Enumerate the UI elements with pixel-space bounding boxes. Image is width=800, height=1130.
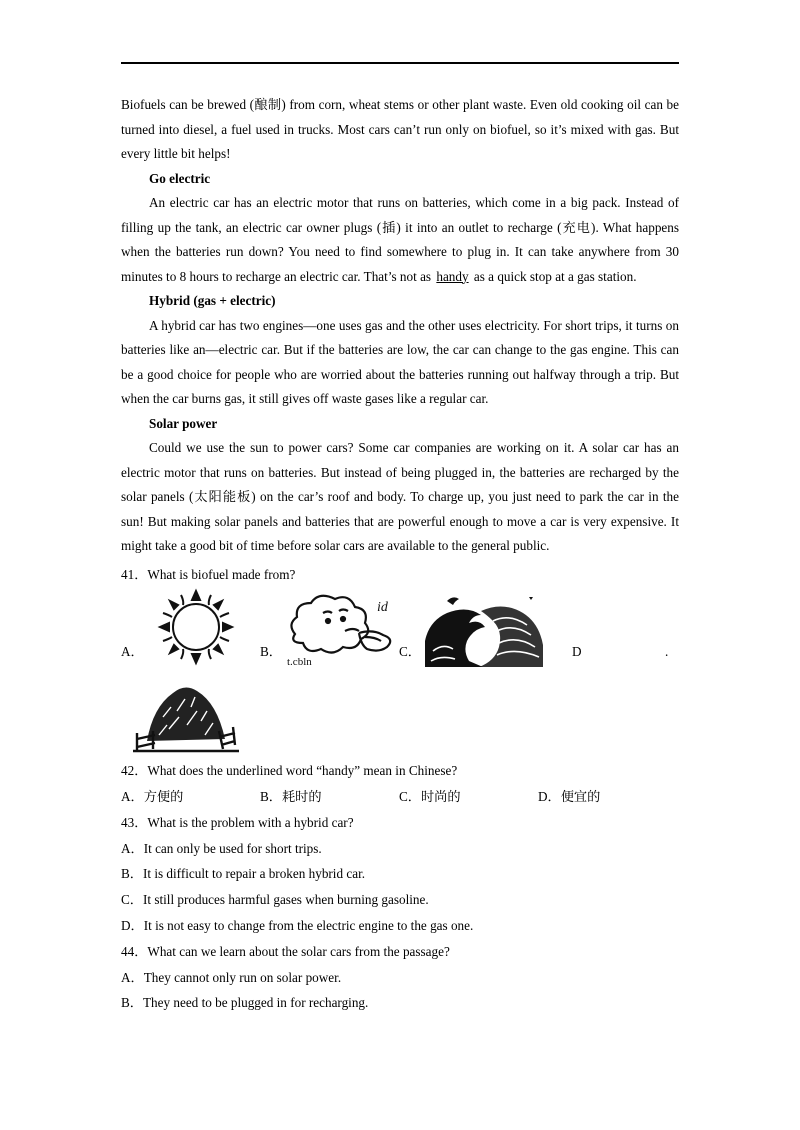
heading-solar-power: Solar power: [149, 415, 218, 431]
q42-option-a[interactable]: A．方便的: [121, 789, 184, 805]
q41-option-a-label[interactable]: A．: [121, 644, 144, 660]
paragraph-electric-part1: An electric car has an electric motor that runs on batteries, which come in a big pack. Instead of filling up the tank, an electric car owner plugs (插) it into an outlet to recharge (充电). What happens when the batteries run down? You need to find somewhere to plug in. It can take anywhere from 30 minutes to 8 hours to recharge an electric car. That’s not as: [121, 195, 679, 284]
paragraph-electric-part2: as a quick stop at a gas station.: [470, 268, 637, 284]
underlined-word-handy: handy: [436, 268, 469, 284]
q41-option-d-picture: [121, 677, 679, 753]
ocean-wave-icon: [423, 591, 547, 669]
q42-option-d[interactable]: D．便宜的: [538, 789, 601, 805]
wind-cloud-icon: [283, 589, 401, 669]
paragraph-hybrid: A hybrid car has two engines—one uses gas and the other uses electricity. For short trips, it turns on batteries like an—electric car. But if the batteries are low, the car can change to the gas engine. This can be a good choice for people who are worried about the batteries running out halfway through a trip. But when the car burns gas, it still gives off waste gases like a regular car.: [121, 317, 679, 406]
q42-option-b[interactable]: B．耗时的: [260, 789, 322, 805]
q44-option-a[interactable]: A．They cannot only run on solar power.: [121, 969, 342, 985]
top-rule: [121, 62, 679, 64]
q41-option-b-label[interactable]: B．: [260, 644, 282, 660]
q41-option-d-label[interactable]: D: [572, 644, 582, 660]
paragraph-biofuel: Biofuels can be brewed (酿制) from corn, wheat stems or other plant waste. Even old cooking oil can be turned into diesel, a fuel used in trucks. Most cars can’t run only on biofuel, so it’s mixed with gas. But every little bit helps!: [121, 97, 679, 161]
question-41: 41．What is biofuel made from?: [121, 566, 296, 582]
q43-option-a[interactable]: A．It can only be used for short trips.: [121, 840, 322, 856]
question-44: 44．What can we learn about the solar cars from the passage?: [121, 943, 450, 959]
sun-icon: [151, 587, 241, 667]
question-42: 42．What does the underlined word “handy” mean in Chinese?: [121, 763, 458, 779]
q42-option-c[interactable]: C．时尚的: [399, 789, 461, 805]
q41-picture-options: [121, 587, 679, 677]
paragraph-solar: Could we use the sun to power cars? Some car companies are working on it. A solar car has an electric motor that runs on batteries. But instead of being plugged in, the batteries are recharged by the solar panels (太阳能板) on the car’s roof and body. To charge up, you just need to park the car in the sun! But making solar panels and batteries that are powerful enough to move a car is very expensive. It might take a good bit of time before solar cars are available to the general public.: [121, 440, 679, 553]
haystack-icon: [133, 677, 239, 753]
paragraph-electric: [121, 191, 679, 289]
q43-option-c[interactable]: C．It still produces harmful gases when burning gasoline.: [121, 892, 429, 908]
q41-option-c-label[interactable]: C．: [399, 644, 421, 660]
heading-hybrid: Hybrid (gas + electric): [149, 293, 276, 308]
question-43: 43．What is the problem with a hybrid car?: [121, 814, 354, 830]
q41-trailing-dot: .: [665, 644, 669, 660]
q43-option-d[interactable]: D．It is not easy to change from the electric engine to the gas one.: [121, 918, 474, 934]
wind-cloud-caption-top: id: [377, 600, 388, 616]
document-page: [121, 93, 679, 1016]
q44-option-b[interactable]: B．They need to be plugged in for recharging.: [121, 995, 369, 1011]
q43-option-b[interactable]: B．It is difficult to repair a broken hybrid car.: [121, 866, 366, 882]
heading-go-electric: Go electric: [149, 170, 211, 186]
wind-cloud-caption-bottom: t.cbln: [287, 656, 312, 669]
q42-options: [121, 784, 679, 810]
